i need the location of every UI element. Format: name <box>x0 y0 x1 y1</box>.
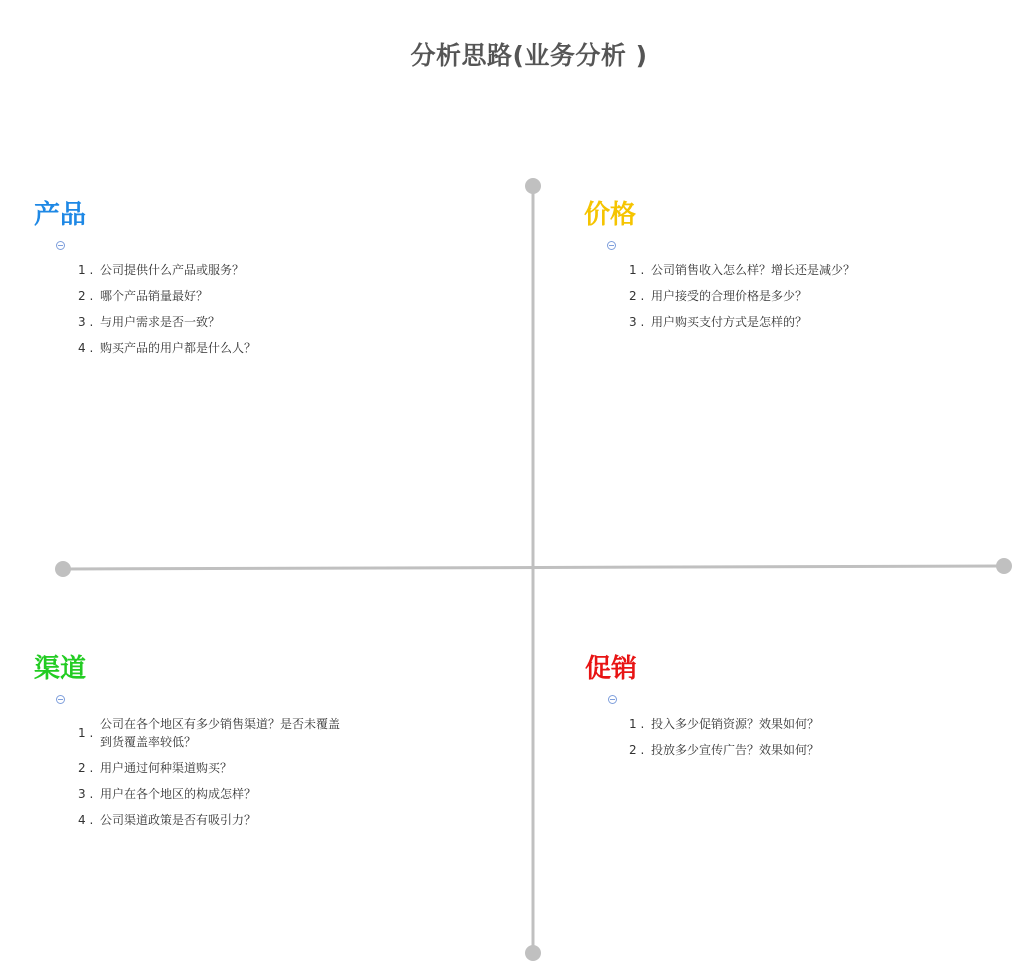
collapse-circle-icon[interactable] <box>607 241 616 250</box>
list-item: 4 . 购买产品的用户都是什么人？ <box>78 341 257 355</box>
quadrant-heading-price: 价格 <box>584 200 637 230</box>
quadrant-list-price <box>629 261 989 339</box>
quadrant-list-channel <box>78 715 368 837</box>
axis-right-endpoint <box>996 558 1012 574</box>
collapse-circle-icon[interactable] <box>56 695 65 704</box>
list-item: 3 . 用户在各个地区的构成怎样？ <box>78 787 257 801</box>
diagram-title: 分析思路(业务分析 ) <box>410 41 648 70</box>
list-item: 2 . 用户通过何种渠道购买？ <box>78 761 233 775</box>
list-item: 4 . 公司渠道政策是否有吸引力？ <box>78 813 257 827</box>
axis-bottom-endpoint <box>525 945 541 961</box>
list-item: 1 . 公司销售收入怎么样？增长还是减少？ <box>629 263 856 277</box>
list-item: 2 . 投放多少宣传广告？效果如何？ <box>629 743 820 757</box>
quadrant-list-promotion <box>629 715 989 767</box>
list-item: 1 . 投入多少促销资源？效果如何？ <box>629 717 820 731</box>
horizontal-axis-line <box>63 566 1004 569</box>
quadrant-heading-product: 产品 <box>34 200 87 230</box>
axis-top-endpoint <box>525 178 541 194</box>
list-item: 2 . 哪个产品销量最好？ <box>78 289 209 303</box>
axis-left-endpoint <box>55 561 71 577</box>
quadrant-heading-promotion: 促销 <box>585 654 638 684</box>
collapse-circle-icon[interactable] <box>56 241 65 250</box>
list-item: 1 . 公司提供什么产品或服务？ <box>78 263 245 277</box>
list-item: 1 . 公司在各个地区有多少销售渠道？是否未覆盖到货覆盖率较低？ <box>78 717 341 749</box>
quadrant-heading-channel: 渠道 <box>34 654 87 684</box>
list-item: 3 . 用户购买支付方式是怎样的？ <box>629 315 808 329</box>
list-item: 3 . 与用户需求是否一致？ <box>78 315 221 329</box>
collapse-circle-icon[interactable] <box>608 695 617 704</box>
list-item: 2 . 用户接受的合理价格是多少？ <box>629 289 808 303</box>
quadrant-list-product <box>78 261 438 365</box>
